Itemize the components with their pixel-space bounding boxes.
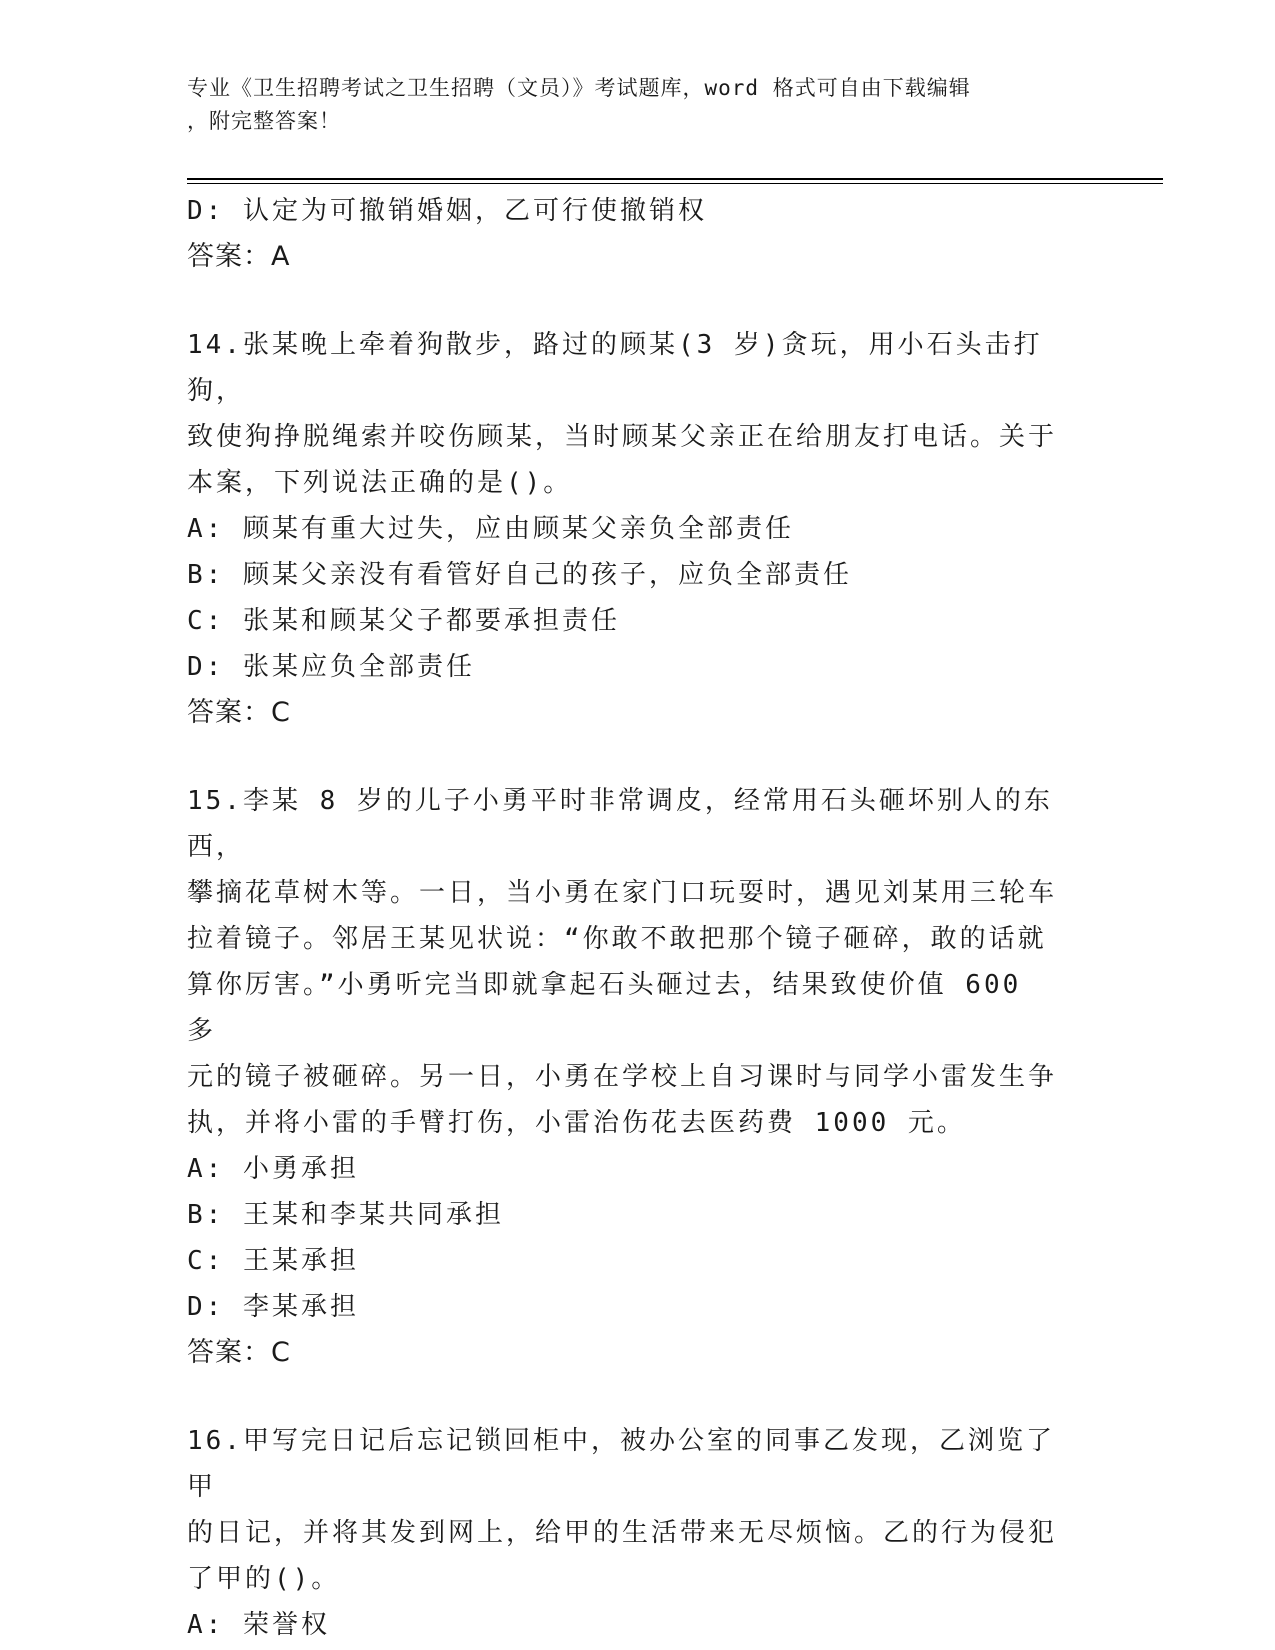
question-stem-line: 攀摘花草树木等。一日，当小勇在家门口玩耍时，遇见刘某用三轮车 bbox=[187, 878, 1058, 908]
question-list bbox=[187, 188, 1067, 1648]
question-15 bbox=[187, 778, 1067, 1376]
question-16 bbox=[187, 1418, 1067, 1648]
question-spacer bbox=[187, 1376, 1067, 1418]
option-a: A: 荣誉权 bbox=[187, 1610, 330, 1640]
answer-line: 答案：C bbox=[187, 1337, 291, 1368]
answer-line: 答案：A bbox=[187, 241, 291, 272]
question-14 bbox=[187, 322, 1067, 736]
question-stem-line: 15.李某 8 岁的儿子小勇平时非常调皮，经常用石头砸坏别人的东西， bbox=[187, 786, 1053, 862]
option-c: C: 王某承担 bbox=[187, 1246, 359, 1276]
option-d: D: 张某应负全部责任 bbox=[187, 652, 475, 682]
question-stem-line: 致使狗挣脱绳索并咬伤顾某，当时顾某父亲正在给朋友打电话。关于 bbox=[187, 422, 1058, 452]
option-d: D: 李某承担 bbox=[187, 1292, 359, 1322]
option-c: C: 张某和顾某父子都要承担责任 bbox=[187, 606, 620, 636]
question-stem-line: 本案，下列说法正确的是()。 bbox=[187, 468, 573, 498]
header-divider-thick bbox=[187, 178, 1163, 180]
header-title-line-2: ，附完整答案！ bbox=[187, 109, 341, 133]
question-spacer bbox=[187, 736, 1067, 778]
header-title-line-1: 专业《卫生招聘考试之卫生招聘（文员）》考试题库，word 格式可自由下载编辑 bbox=[187, 76, 971, 100]
document-header bbox=[187, 72, 1067, 138]
answer-line: 答案：C bbox=[187, 697, 291, 728]
question-stem-line: 的日记，并将其发到网上，给甲的生活带来无尽烦恼。乙的行为侵犯 bbox=[187, 1518, 1058, 1548]
option-b: B: 王某和李某共同承担 bbox=[187, 1200, 504, 1230]
question-stem-line: 了甲的()。 bbox=[187, 1564, 341, 1594]
option-d: D: 认定为可撤销婚姻，乙可行使撤销权 bbox=[187, 196, 707, 226]
option-a: A: 顾某有重大过失，应由顾某父亲负全部责任 bbox=[187, 514, 794, 544]
question-stem-line: 16.甲写完日记后忘记锁回柜中，被办公室的同事乙发现，乙浏览了甲 bbox=[187, 1426, 1055, 1502]
question-stem-line: 拉着镜子。邻居王某见状说：“你敢不敢把那个镜子砸碎，敢的话就 bbox=[187, 924, 1047, 954]
question-stem-line: 算你厉害。”小勇听完当即就拿起石头砸过去，结果致使价值 600 多 bbox=[187, 970, 1040, 1046]
question-stem-line: 执，并将小雷的手臂打伤，小雷治伤花去医药费 1000 元。 bbox=[187, 1108, 966, 1138]
question-13 bbox=[187, 188, 1067, 280]
question-spacer bbox=[187, 280, 1067, 322]
option-b: B: 顾某父亲没有看管好自己的孩子，应负全部责任 bbox=[187, 560, 852, 590]
question-stem-line: 14.张某晚上牵着狗散步，路过的顾某(3 岁)贪玩，用小石头击打狗， bbox=[187, 330, 1043, 406]
option-a: A: 小勇承担 bbox=[187, 1154, 359, 1184]
question-stem-line: 元的镜子被砸碎。另一日，小勇在学校上自习课时与同学小雷发生争 bbox=[187, 1062, 1058, 1092]
header-divider-thin bbox=[187, 183, 1163, 184]
